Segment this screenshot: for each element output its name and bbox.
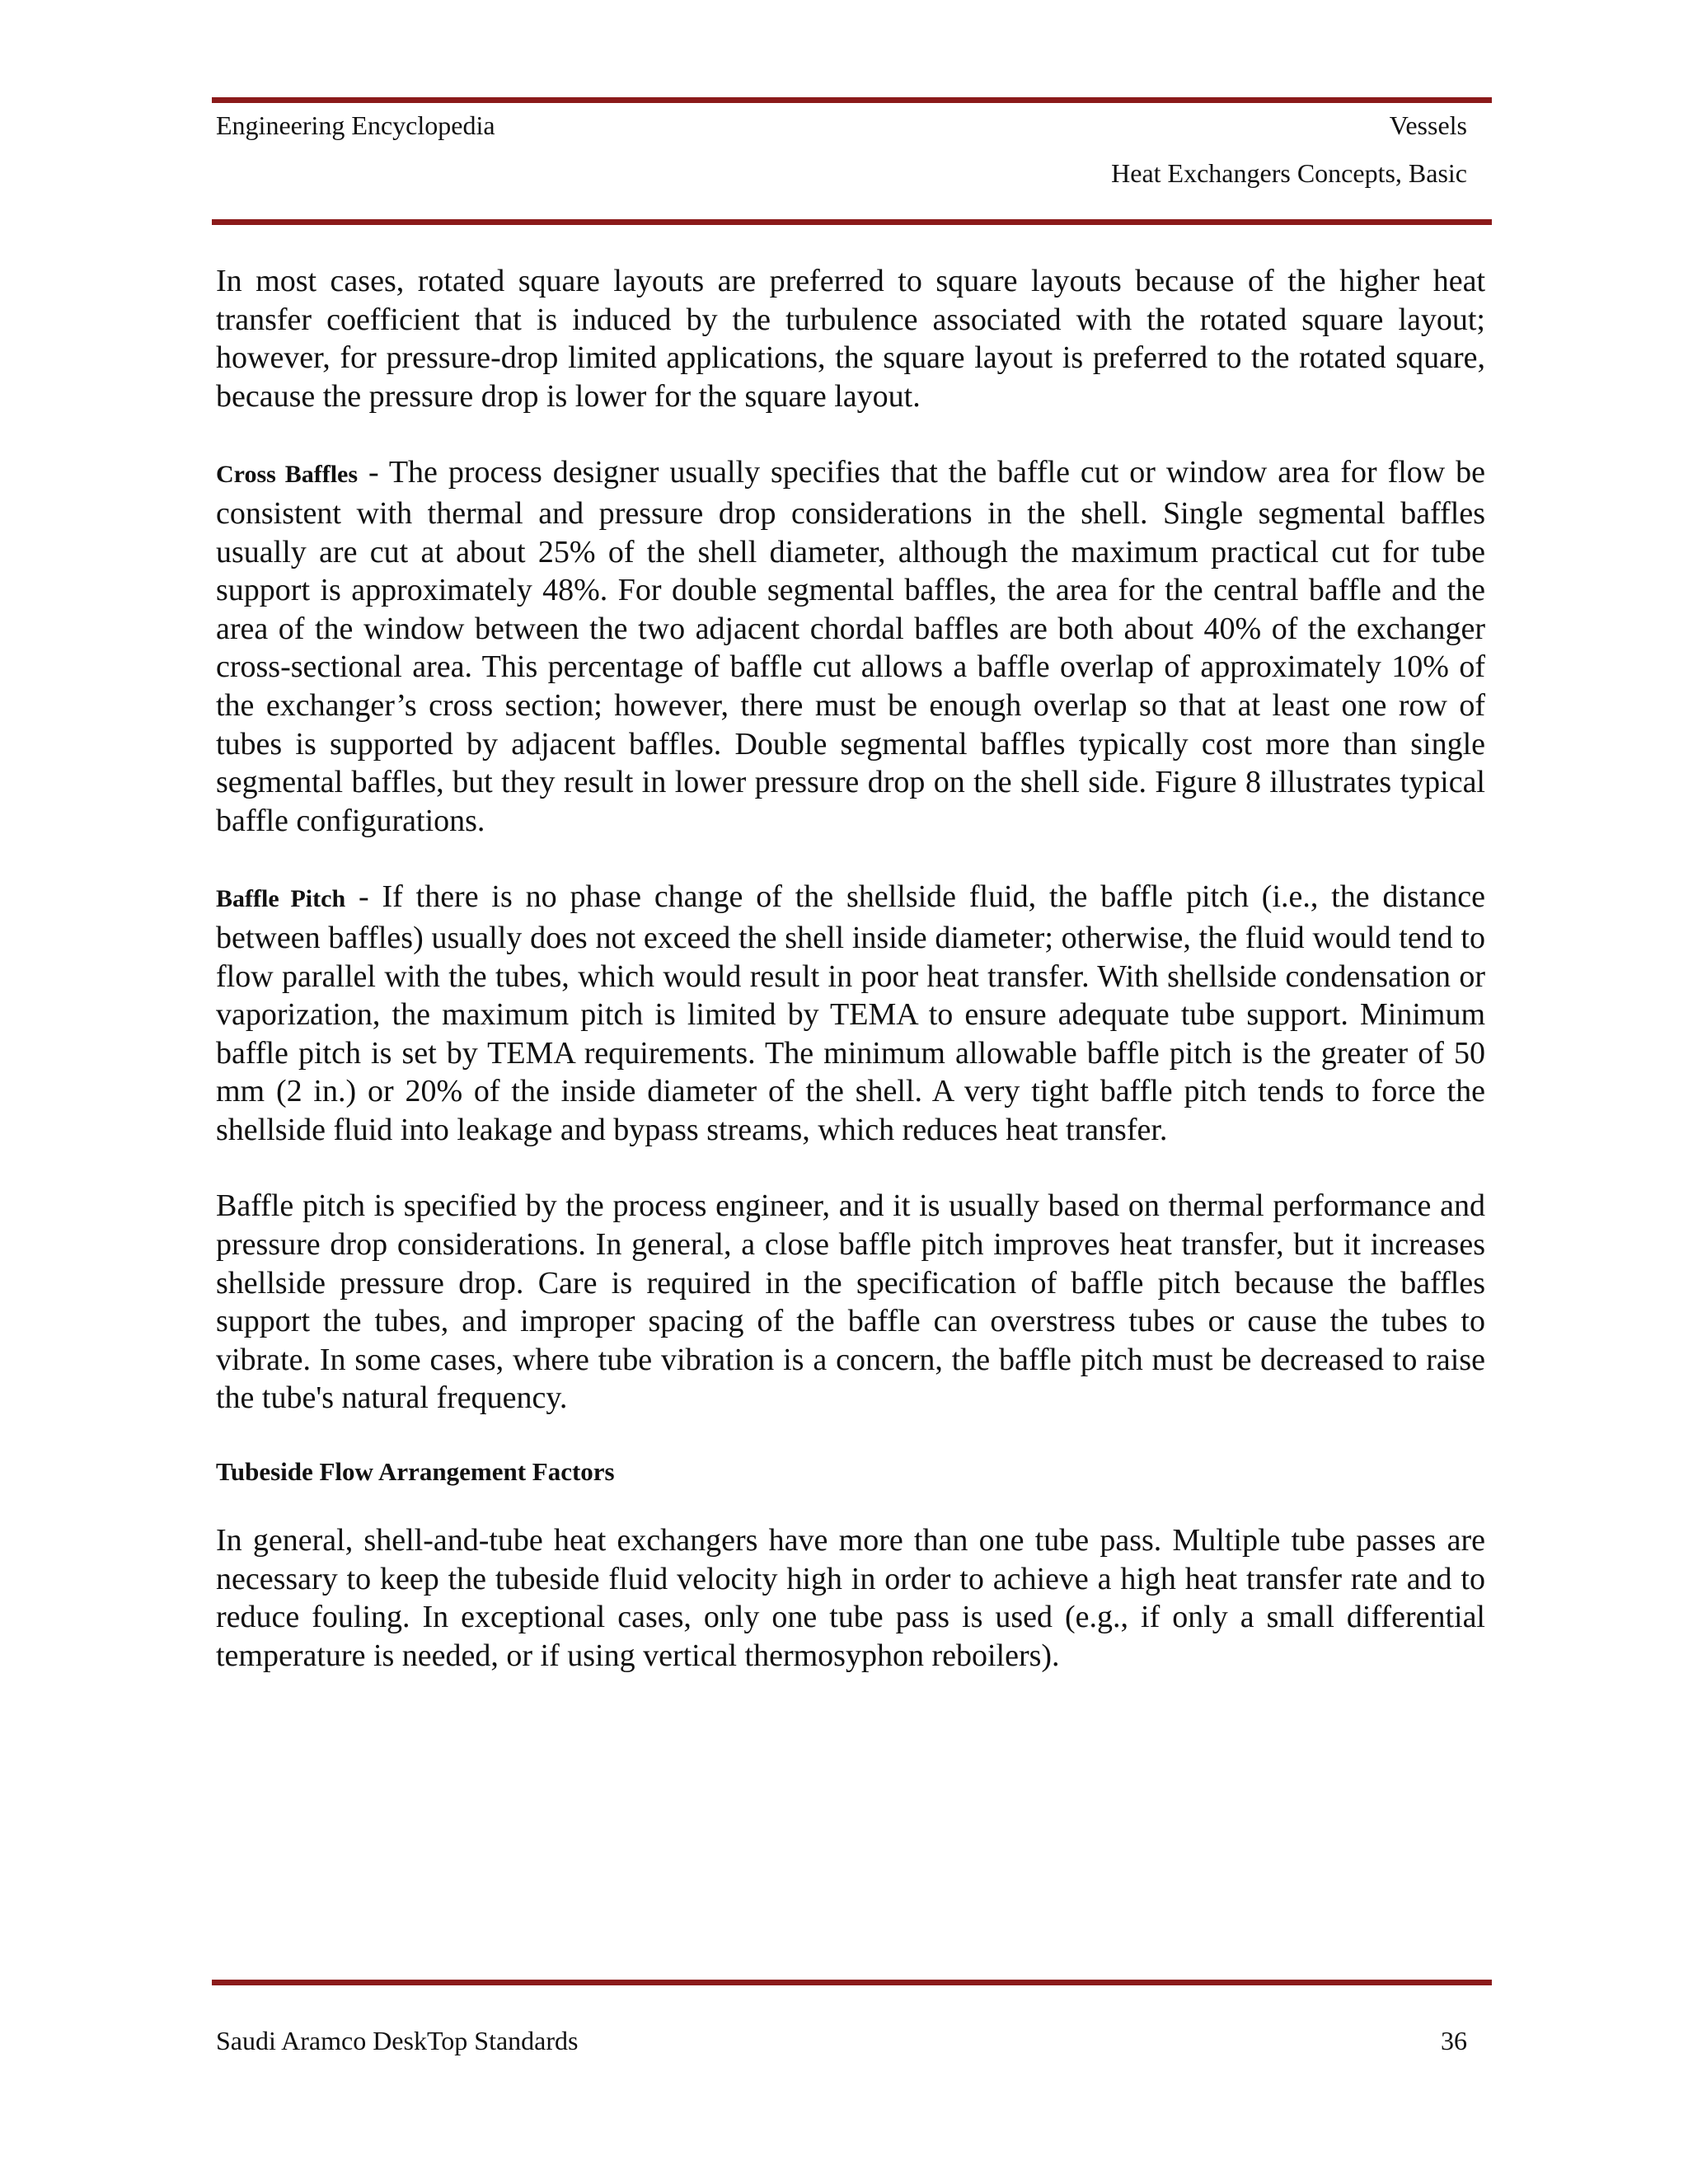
- cross-baffles-text: - The process designer usually specifies that the baffle cut or window area for flow be consistent with thermal and pressure drop considerations in the shell. Single segmental baffles usually are cut at about 25% of the shell diameter, although the maximum practical cut for tube support is approximately 48%. For double segmental baffles, the area for the central baffle and the area of the window between the two adjacent chordal baffles are both about 40% of the exchanger cross-sectional area. This percentage of baffle cut allows a baffle overlap of approximately 10% of the exchanger’s cross section; however, there must be enough overlap so that at least one row of tubes is supported by adjacent baffles. Double segmental baffles typically cost more than single segmental baffles, but they result in lower pressure drop on the shell side. Figure 8 illustrates typical baffle configurations.: [216, 455, 1486, 838]
- header-top-rule: [212, 97, 1492, 103]
- header-bottom-rule: [212, 219, 1492, 225]
- paragraph-baffle-pitch-specification: Baffle pitch is specified by the process engineer, and it is usually based on thermal performance and pressure drop considerations. In general, a close baffle pitch improves heat transfer, but it increases shellside pressure drop. Care is required in the specification of baffle pitch because the baffles support the tubes, and improper spacing of the baffle can overstress tubes or cause the tubes to vibrate. In some cases, where tube vibration is a concern, the baffle pitch must be decreased to raise the tube's natural frequency.: [216, 1188, 1485, 1416]
- header-publication-title: Engineering Encyclopedia: [216, 110, 495, 140]
- header-module-title: Heat Exchangers Concepts, Basic: [1111, 158, 1467, 188]
- paragraph-rotated-square-layouts: In most cases, rotated square layouts are preferred to square layouts because of the higher heat transfer coefficient that is induced by the turbulence associated with the rotated square layout; however, for pressure-drop limited applications, the square layout is preferred to the rotated square, because the pressure drop is lower for the square layout.: [216, 264, 1485, 414]
- footer-top-rule: [212, 1980, 1492, 1985]
- cross-baffles-lead-term: Cross Baffles: [216, 461, 359, 489]
- header-section-title: Vessels: [1389, 110, 1467, 140]
- page-body: [216, 262, 1485, 1713]
- footer-publisher: Saudi Aramco DeskTop Standards: [216, 2026, 579, 2055]
- baffle-pitch-lead-term: Baffle Pitch: [216, 885, 346, 913]
- paragraph-baffle-pitch: [216, 878, 1485, 1149]
- paragraph-tube-passes: In general, shell-and-tube heat exchangers have more than one tube pass. Multiple tube passes are necessary to keep the tubeside fluid velocity high in order to achieve a high heat transfer rate and to reduce fouling. In exceptional cases, only one tube pass is used (e.g., if only a small differential temperature is needed, or if using vertical thermosyphon reboilers).: [216, 1523, 1485, 1673]
- paragraph-cross-baffles: [216, 453, 1485, 840]
- section-heading-tubeside-flow: Tubeside Flow Arrangement Factors: [216, 1457, 615, 1487]
- page-number: 36: [1441, 2026, 1467, 2055]
- baffle-pitch-text: - If there is no phase change of the shellside fluid, the baffle pitch (i.e., the distance between baffles) usually does not exceed the shell inside diameter; otherwise, the fluid would tend to flow parallel with the tubes, which would result in poor heat transfer. With shellside condensation or vaporization, the maximum pitch is limited by TEMA to ensure adequate tube support. Minimum baffle pitch is set by TEMA requirements. The minimum allowable baffle pitch is the greater of 50 mm (2 in.) or 20% of the inside diameter of the shell. A very tight baffle pitch tends to force the shellside fluid into leakage and bypass streams, which reduces heat transfer.: [216, 879, 1485, 1147]
